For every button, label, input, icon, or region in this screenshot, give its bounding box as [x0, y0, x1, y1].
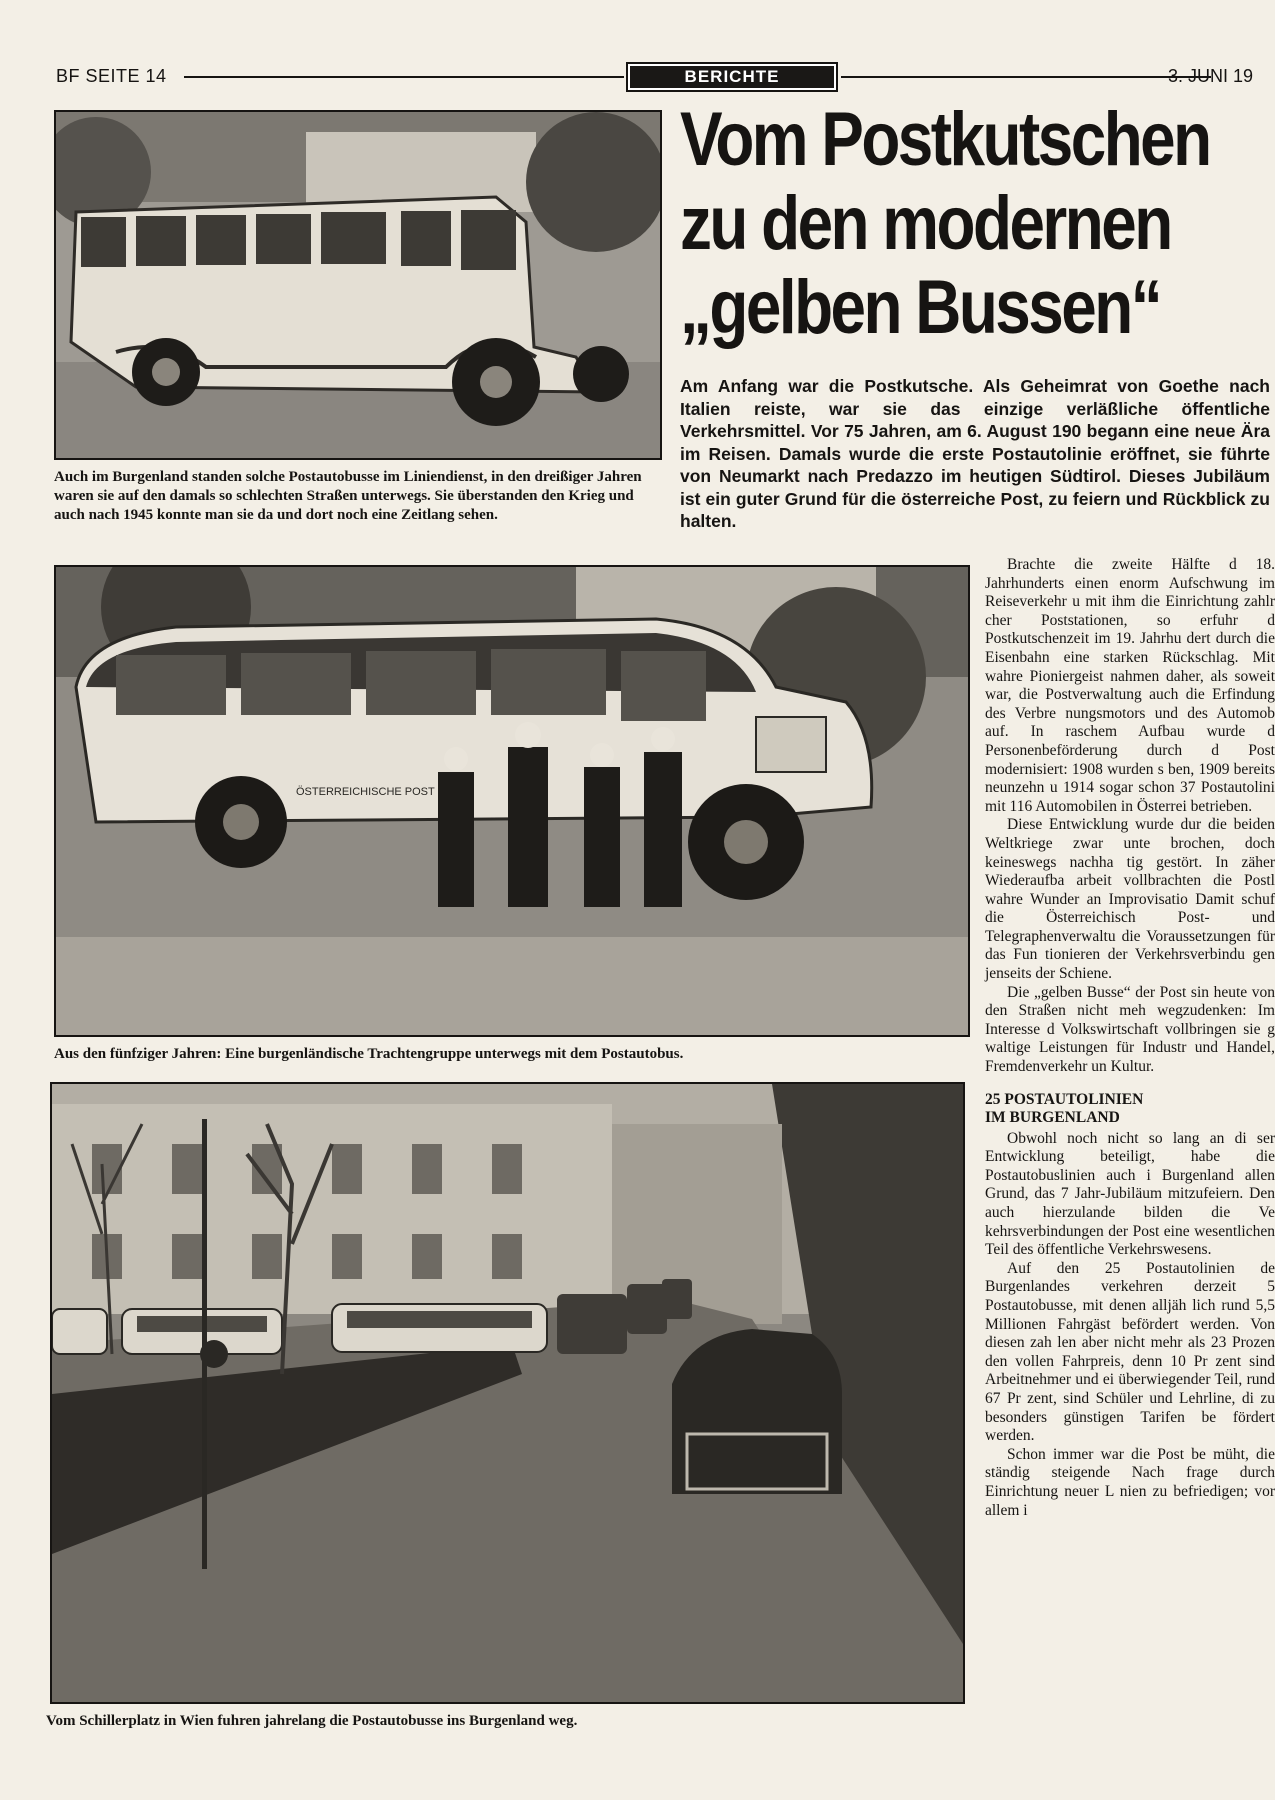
- issue-date: 3. JUNI 19: [1168, 66, 1254, 86]
- body-paragraph: Auf den 25 Postautolinien de Burgenlandes verkehren derzeit 5 Postautobusse, mit denen alljäh lich rund 5,5 Millionen Fahrgäst befördert werden. Von diesen zah len aber nicht mehr als 23 Prozen den vollen Fahrpreis, denn 10 Pr zent sind Arbeitnehmer und ei überwiegender Teil, rund 67 Pr zent, sind Schüler und Lehrline, di zu besonders günstigen Tarifen be fördert werden.: [985, 1259, 1275, 1445]
- body-paragraph: Diese Entwicklung wurde dur die beiden Weltkriege zwar unte brochen, doch keineswegs nachha tig gestört. In zäher Wiederaufba arbeit vollbrachten die Postl wahre Wunder an Improvisatio Damit schuf die Österreichisch Post- und Telegraphenverwaltu die Voraussetzungen für das Fun tionieren der Verkehrsverbindu gen jenseits der Schiene.: [985, 816, 1275, 983]
- photo-schillerplatz: [50, 1082, 965, 1704]
- photo-schillerplatz-caption: Vom Schillerplatz in Wien fuhren jahrelang die Postautobusse ins Burgenland weg.: [46, 1713, 578, 1729]
- page-header: [56, 62, 1256, 92]
- photo-folk-group-caption: Aus den fünfziger Jahren: Eine burgenländische Trachtengruppe unterwegs mit dem Postautobus.: [54, 1046, 684, 1062]
- subheading-line-2: IM BURGENLAND: [985, 1108, 1120, 1126]
- headline-line-3: „gelben Bussen“: [680, 265, 1161, 350]
- body-paragraph: Obwohl noch nicht so lang an di ser Entwicklung beteiligt, habe die Postautobuslinien auch i Burgenland allen Grund, das 7 Jahr-Jubiläum mitzufeiern. Den auch hierzulande bilden die Ve kehrsverbindungen der Post eine wesentlichen Teil des öffentliche Verkehrswesens.: [985, 1129, 1275, 1259]
- header-rule-right: [841, 76, 1211, 78]
- photo-folk-group-bus: [54, 565, 970, 1037]
- photo-vintage-bus: [54, 110, 662, 460]
- headline-line-1: Vom Postkutschen: [680, 97, 1210, 182]
- body-paragraph: Die „gelben Busse“ der Post sin heute von den Straßen nicht meh wegzudenken: Im Interesse d Volkswirtschaft vollbringen sie g waltige Leistungen für Industr und Handel, Fremdenverkehr un Kultur.: [985, 983, 1275, 1076]
- subheading-line-1: 25 POSTAUTOLINIEN: [985, 1090, 1144, 1108]
- section-label: BERICHTE: [630, 66, 834, 88]
- section-badge: [626, 62, 838, 92]
- photo-vintage-bus-caption: Auch im Burgenland standen solche Postautobusse im Liniendienst, in den dreißiger Jahren waren sie auf den damals so schlechten Straßen unterwegs. Sie überstanden den Krieg und auch nach 1945 konnte man sie da und dort noch eine Zeitlang sehen.: [54, 469, 642, 523]
- body-paragraph: Schon immer war die Post be müht, die ständig steigende Nach frage durch Einrichtung neuer L nien zu befriedigen; vor allem i: [985, 1445, 1275, 1519]
- body-subheading: [985, 1091, 1275, 1127]
- header-rule-left: [184, 76, 624, 78]
- article-body: [985, 556, 1275, 1520]
- bus-lettering: ÖSTERREICHISCHE POST: [296, 786, 435, 798]
- headline-line-2: zu den modernen: [680, 181, 1171, 266]
- page-number: BF SEITE 14: [56, 66, 167, 86]
- article-headline: [680, 97, 1210, 350]
- article-lead: Am Anfang war die Postkutsche. Als Geheimrat von Goethe nach Italien reiste, war sie das einzige verläßliche öffentliche Verkehrsmittel. Vor 75 Jahren, am 6. August 190 begann eine neue Ära im Reisen. Damals wurde die erste Postautolinie eröffnet, sie führte von Neumarkt nach Predazzo im heutigen Südtirol. Dieses Jubiläum ist ein guter Grund für die österreiche Post, zu feiern und Rückblick zu halten.: [680, 376, 1270, 531]
- body-paragraph: Brachte die zweite Hälfte d 18. Jahrhunderts einen enorm Aufschwung im Reiseverkehr u mit ihm die Einrichtung zahlr cher Poststationen, so erfuhr d Postkutschenzeit im 19. Jahrhu dert durch die Eisenbahn eine starken Rückschlag. Mit wahre Pioniergeist nahmen daher, als soweit war, die Postverwaltung auch die Erfindung des Verbre nungsmotors und des Automob auf. In raschem Aufbau wurde d Personenbeförderung durch d Post modernisiert: 1908 wurden s ben, 1909 bereits neunzehn u 1914 sogar schon 37 Postautolini mit 116 Automobilen in Österrei betrieben.: [985, 556, 1275, 815]
